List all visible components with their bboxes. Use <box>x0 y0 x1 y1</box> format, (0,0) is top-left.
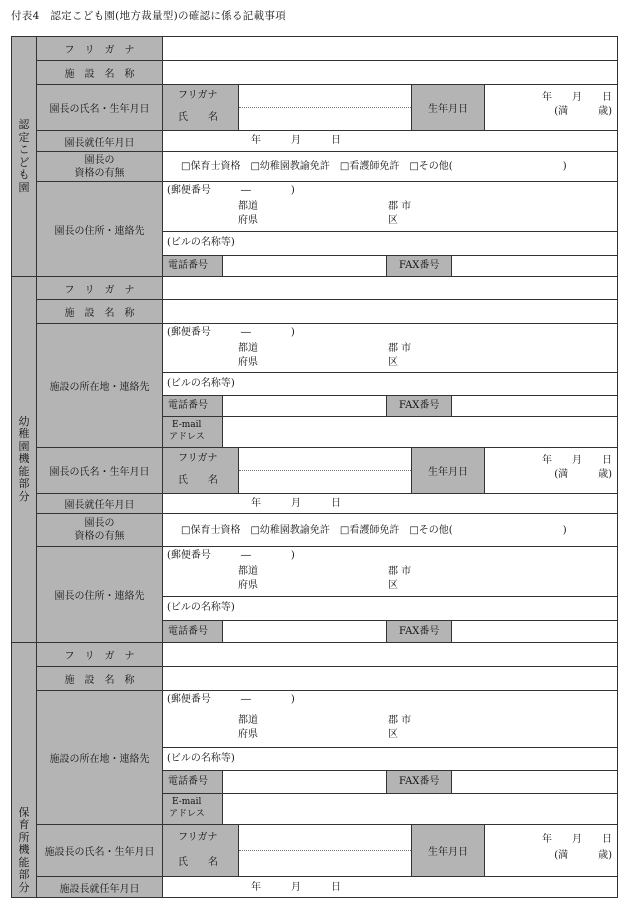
label-fax: FAX番号 <box>386 620 451 642</box>
label-director-appointed: 園長就任年月日 <box>36 130 162 151</box>
furigana-field[interactable] <box>162 36 618 60</box>
label-facility-name: 施 設 名 称 <box>36 299 162 323</box>
director-appointed-field[interactable]: 年 月 日 <box>162 130 618 151</box>
label-director-address: 園長の住所・連絡先 <box>36 181 162 276</box>
label-fax: FAX番号 <box>386 255 451 276</box>
section-label-nintei <box>11 36 36 276</box>
furigana-name-label-cell: フリガナ 氏 名 <box>162 824 238 876</box>
facility-email-field[interactable] <box>222 793 618 824</box>
director-address-field[interactable]: (郵便番号 ― ) 都道 府県 郡 市 区 <box>162 181 618 231</box>
furigana-field[interactable] <box>162 276 618 299</box>
label-director-appointed: 園長就任年月日 <box>36 493 162 513</box>
facility-phone-field[interactable] <box>222 395 386 416</box>
facility-address-field[interactable]: (郵便番号 ― ) 都道 府県 郡 市 区 <box>162 323 618 372</box>
section-label-text: 認定こども園 <box>18 118 30 194</box>
label-facility-name: 施 設 名 称 <box>36 60 162 84</box>
facility-email-field[interactable] <box>222 416 618 447</box>
section-label-text: 幼稚園機能部分 <box>18 414 30 503</box>
label-furigana-row: フ リ ガ ナ <box>36 642 162 666</box>
director-qualification-checklist[interactable]: □保育士資格 □幼稚園教諭免許 □看護師免許 □その他( ) <box>162 513 618 546</box>
label-birthdate: 生年月日 <box>411 84 484 130</box>
section-label-hoikusho <box>11 642 36 898</box>
label-phone: 電話番号 <box>162 255 222 276</box>
facility-head-name-field[interactable] <box>238 824 411 876</box>
section-label-text: 保育所機能部分 <box>18 805 30 894</box>
label-director-qualification: 園長の 資格の有無 <box>36 151 162 181</box>
label-facility-head-appointed: 施設長就任年月日 <box>36 876 162 898</box>
label-facility-head-name-birth: 施設長の氏名・生年月日 <box>36 824 162 876</box>
label-furigana-row: フ リ ガ ナ <box>36 276 162 299</box>
director-fax-field[interactable] <box>451 620 618 642</box>
label-director-address: 園長の住所・連絡先 <box>36 546 162 642</box>
facility-address-field[interactable]: (郵便番号 ― ) 都道 府県 郡 市 区 <box>162 690 618 747</box>
facility-building-field[interactable]: (ビルの名称等) <box>162 747 618 770</box>
facility-name-field[interactable] <box>162 60 618 84</box>
label-email: E-mail アドレス <box>162 416 222 447</box>
label-phone: 電話番号 <box>162 395 222 416</box>
label-director-qualification: 園長の 資格の有無 <box>36 513 162 546</box>
label-phone: 電話番号 <box>162 620 222 642</box>
facility-fax-field[interactable] <box>451 770 618 793</box>
director-address-field[interactable]: (郵便番号 ― ) 都道 府県 郡 市 区 <box>162 546 618 596</box>
facility-phone-field[interactable] <box>222 770 386 793</box>
label-director-name-birth: 園長の氏名・生年月日 <box>36 84 162 130</box>
label-phone: 電話番号 <box>162 770 222 793</box>
director-birthdate-field[interactable]: 年 月 日 (満 歳) <box>484 447 618 493</box>
label-facility-address: 施設の所在地・連絡先 <box>36 690 162 824</box>
label-fax: FAX番号 <box>386 395 451 416</box>
label-email: E-mail アドレス <box>162 793 222 824</box>
label-facility-address: 施設の所在地・連絡先 <box>36 323 162 447</box>
facility-name-field[interactable] <box>162 299 618 323</box>
facility-fax-field[interactable] <box>451 395 618 416</box>
facility-building-field[interactable]: (ビルの名称等) <box>162 372 618 395</box>
director-building-field[interactable]: (ビルの名称等) <box>162 596 618 620</box>
director-birthdate-field[interactable]: 年 月 日 (満 歳) <box>484 84 618 130</box>
director-building-field[interactable]: (ビルの名称等) <box>162 231 618 255</box>
facility-head-appointed-field[interactable]: 年 月 日 <box>162 876 618 898</box>
label-birthdate: 生年月日 <box>411 824 484 876</box>
label-furigana-row: フ リ ガ ナ <box>36 36 162 60</box>
label-director-name-birth: 園長の氏名・生年月日 <box>36 447 162 493</box>
facility-head-birthdate-field[interactable]: 年 月 日 (満 歳) <box>484 824 618 876</box>
director-name-field[interactable] <box>238 84 411 130</box>
director-appointed-field[interactable]: 年 月 日 <box>162 493 618 513</box>
director-fax-field[interactable] <box>451 255 618 276</box>
facility-name-field[interactable] <box>162 666 618 690</box>
director-qualification-checklist[interactable]: □保育士資格 □幼稚園教諭免許 □看護師免許 □その他( ) <box>162 151 618 181</box>
director-phone-field[interactable] <box>222 255 386 276</box>
furigana-field[interactable] <box>162 642 618 666</box>
section-label-youchien <box>11 276 36 642</box>
director-name-field[interactable] <box>238 447 411 493</box>
form-title: 付表4 認定こども園(地方裁量型)の確認に係る記載事項 <box>11 10 286 22</box>
furigana-name-label-cell: フリガナ 氏 名 <box>162 447 238 493</box>
label-fax: FAX番号 <box>386 770 451 793</box>
label-facility-name: 施 設 名 称 <box>36 666 162 690</box>
furigana-name-label-cell: フリガナ 氏 名 <box>162 84 238 130</box>
label-birthdate: 生年月日 <box>411 447 484 493</box>
director-phone-field[interactable] <box>222 620 386 642</box>
